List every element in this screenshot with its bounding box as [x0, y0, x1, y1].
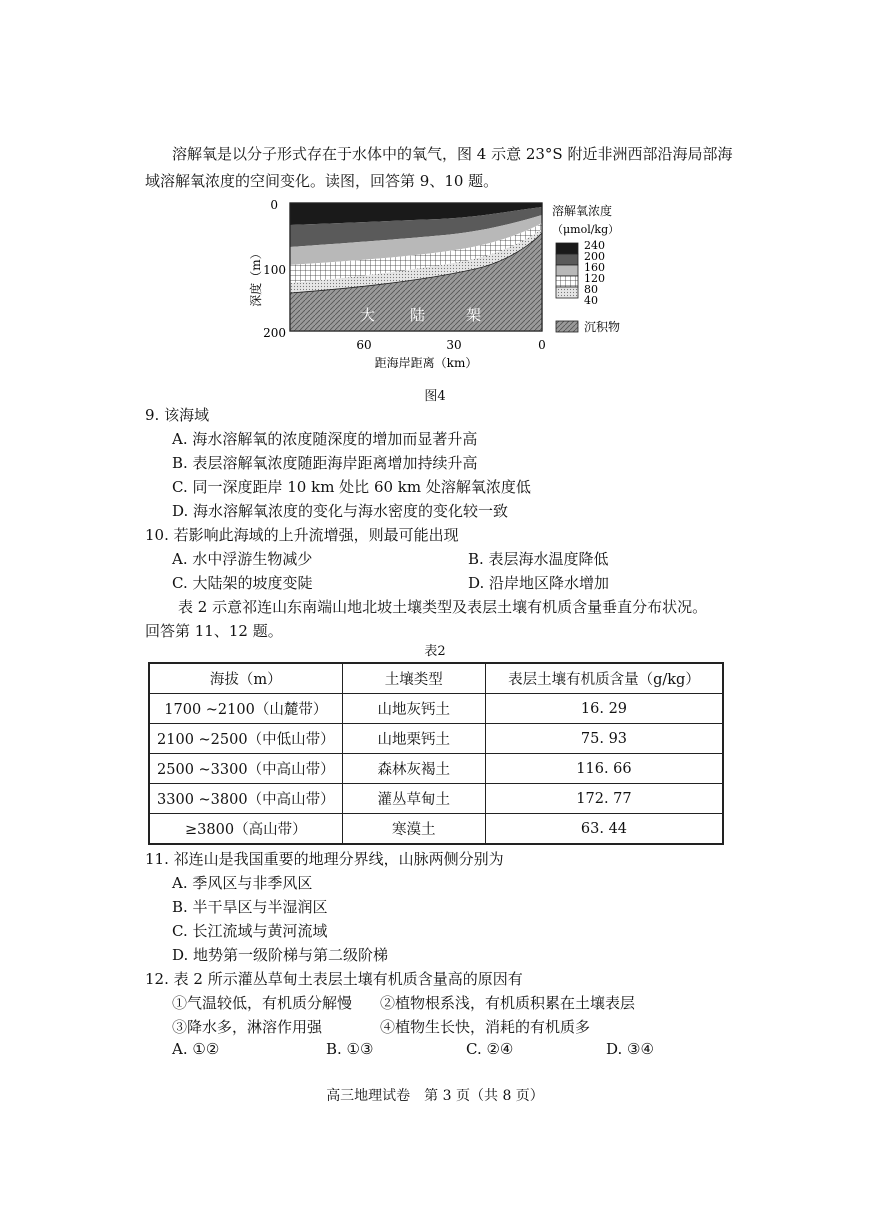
y-tick-100: 100	[263, 263, 286, 277]
cell-altitude: 2500 ~3300（中高山带）	[149, 754, 342, 784]
q9-option-c[interactable]: C. 同一深度距岸 10 km 处比 60 km 处溶解氧浓度低	[172, 478, 531, 496]
q9-option-a[interactable]: A. 海水溶解氧的浓度随深度的增加而显著升高	[172, 430, 478, 448]
cell-soil-type: 森林灰褐土	[342, 754, 485, 784]
legend-sediment: 沉积物	[584, 320, 621, 334]
q12-option-b[interactable]: B. ①③	[326, 1040, 374, 1058]
legend-swatch-sediment	[556, 321, 578, 332]
q12-statement-4: ④植物生长快，消耗的有机质多	[380, 1018, 591, 1036]
cell-organic-content: 75. 93	[485, 724, 723, 754]
legend-swatch-80	[556, 287, 578, 298]
y-tick-200: 200	[263, 326, 286, 340]
y-tick-0: 0	[270, 198, 278, 212]
q11-option-c[interactable]: C. 长江流域与黄河流域	[172, 922, 328, 940]
q12-stem: 12. 表 2 所示灌丛草甸土表层土壤有机质含量高的原因有	[145, 970, 523, 988]
q12-option-a[interactable]: A. ①②	[172, 1040, 220, 1058]
table-row	[149, 694, 723, 724]
q9-stem: 9. 该海域	[145, 406, 210, 424]
q10-option-b[interactable]: B. 表层海水温度降低	[468, 550, 609, 568]
x-tick-30: 30	[446, 338, 462, 352]
table-header-row	[149, 663, 723, 694]
q10-option-a[interactable]: A. 水中浮游生物减少	[172, 550, 313, 568]
q10-option-d[interactable]: D. 沿岸地区降水增加	[468, 574, 610, 592]
q11-stem: 11. 祁连山是我国重要的地理分界线，山脉两侧分别为	[145, 850, 504, 868]
legend-title: 溶解氧浓度	[552, 204, 613, 218]
legend-swatch-200	[556, 254, 578, 265]
shelf-label-2: 陆	[410, 306, 426, 324]
table-2	[148, 662, 724, 845]
legend-swatch-120	[556, 276, 578, 287]
figure-4-dissolved-oxygen	[230, 195, 650, 375]
figure-caption: 图4	[424, 389, 446, 404]
q10-stem: 10. 若影响此海域的上升流增强，则最可能出现	[145, 526, 459, 544]
q12-statement-3: ③降水多，淋溶作用强	[172, 1018, 323, 1036]
legend-value-200: 200	[584, 250, 605, 263]
q11-option-d[interactable]: D. 地势第一级阶梯与第二级阶梯	[172, 946, 389, 964]
legend-value-120: 120	[584, 272, 605, 285]
shelf-label-3: 架	[466, 306, 482, 324]
header-organic-content: 表层土壤有机质含量（g/kg）	[485, 663, 723, 694]
legend-value-40: 40	[584, 294, 598, 307]
x-axis-label: 距海岸距离（km）	[374, 356, 478, 370]
cell-altitude: 2100 ~2500（中低山带）	[149, 724, 342, 754]
legend-unit: （μmol/kg）	[552, 223, 620, 236]
q12-option-c[interactable]: C. ②④	[466, 1040, 514, 1058]
table-row	[149, 814, 723, 845]
cell-altitude: 3300 ~3800（中高山带）	[149, 784, 342, 814]
table-caption: 表2	[424, 644, 446, 659]
cell-soil-type: 山地栗钙土	[342, 724, 485, 754]
y-axis-label: 深度（m）	[249, 247, 263, 307]
q12-statement-1: ①气温较低，有机质分解慢	[172, 994, 353, 1012]
q11-option-b[interactable]: B. 半干旱区与半湿润区	[172, 898, 328, 916]
table-row	[149, 754, 723, 784]
q12-statement-2: ②植物根系浅，有机质积累在土壤表层	[380, 994, 636, 1012]
legend-value-160: 160	[584, 261, 605, 274]
cell-altitude: ≥3800（高山带）	[149, 814, 342, 845]
intro-11-12-line2: 回答第 11、12 题。	[145, 622, 283, 640]
legend-value-80: 80	[584, 283, 598, 296]
legend-swatch-240	[556, 243, 578, 254]
q10-option-c[interactable]: C. 大陆架的坡度变陡	[172, 574, 313, 592]
table-row	[149, 784, 723, 814]
cell-altitude: 1700 ~2100（山麓带）	[149, 694, 342, 724]
cell-organic-content: 16. 29	[485, 694, 723, 724]
shelf-label-1: 大	[360, 306, 376, 324]
cell-soil-type: 寒漠土	[342, 814, 485, 845]
cell-organic-content: 116. 66	[485, 754, 723, 784]
cell-soil-type: 灌丛草甸土	[342, 784, 485, 814]
q9-option-b[interactable]: B. 表层溶解氧浓度随距海岸距离增加持续升高	[172, 454, 478, 472]
table-row	[149, 724, 723, 754]
q12-option-d[interactable]: D. ③④	[606, 1040, 654, 1058]
intro-11-12-line1: 表 2 示意祁连山东南端山地北坡土壤类型及表层土壤有机质含量垂直分布状况。	[178, 598, 708, 616]
legend-value-240: 240	[584, 239, 605, 252]
intro-9-10-line1: 溶解氧是以分子形式存在于水体中的氧气，图 4 示意 23°S 附近非洲西部沿海局部海	[172, 145, 733, 163]
page-footer: 高三地理试卷 第 3 页（共 8 页）	[326, 1088, 544, 1104]
q9-option-d[interactable]: D. 海水溶解氧浓度的变化与海水密度的变化较一致	[172, 502, 509, 520]
header-altitude: 海拔（m）	[149, 663, 342, 694]
cell-organic-content: 172. 77	[485, 784, 723, 814]
x-tick-60: 60	[356, 338, 372, 352]
x-tick-0: 0	[538, 338, 546, 352]
header-soil-type: 土壤类型	[342, 663, 485, 694]
intro-9-10-line2: 域溶解氧浓度的空间变化。读图，回答第 9、10 题。	[145, 172, 499, 190]
legend-swatch-160	[556, 265, 578, 276]
cell-soil-type: 山地灰钙土	[342, 694, 485, 724]
cell-organic-content: 63. 44	[485, 814, 723, 845]
q11-option-a[interactable]: A. 季风区与非季风区	[172, 874, 313, 892]
